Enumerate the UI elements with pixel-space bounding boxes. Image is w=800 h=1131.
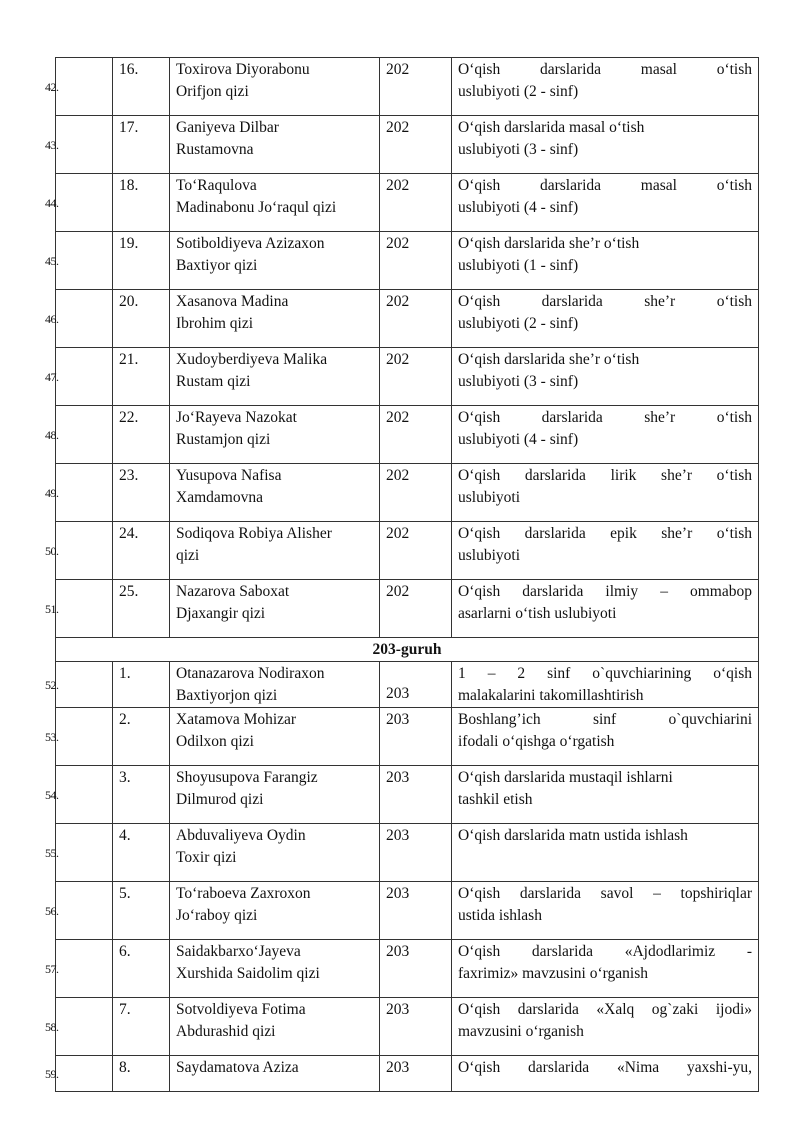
group-code: 203 [380,708,452,766]
thesis-topic: O‘qish darslarida matn ustida ishlash [452,824,759,882]
row-number: 48. [56,406,113,464]
group-index: 21. [113,348,170,406]
student-name: Xatamova Mohizar Odilxon qizi [170,708,380,766]
student-name: Saidakbarxo‘Jayeva Xurshida Saidolim qizi [170,940,380,998]
thesis-topic: O‘qish darslarida mustaqil ishlarni tashkil etish [452,766,759,824]
row-number: 51. [56,580,113,638]
row-number: 57. [56,940,113,998]
group-index: 19. [113,232,170,290]
row-number: 55. [56,824,113,882]
student-name: Sotvoldiyeva Fotima Abdurashid qizi [170,998,380,1056]
row-number: 43. [56,116,113,174]
student-name: Nazarova Saboxat Djaxangir qizi [170,580,380,638]
table-row [56,940,759,998]
student-name: To‘raboeva Zaxroxon Jo‘raboy qizi [170,882,380,940]
table-row [56,824,759,882]
group-code: 203 [380,766,452,824]
group-index: 6. [113,940,170,998]
group-code: 202 [380,348,452,406]
group-code: 202 [380,116,452,174]
thesis-topic: O‘qish darslarida masal o‘tish uslubiyoti (4 - sinf) [452,174,759,232]
row-number: 47. [56,348,113,406]
student-name: Sotiboldiyeva Azizaxon Baxtiyor qizi [170,232,380,290]
group-code: 202 [380,232,452,290]
table-row [56,998,759,1056]
table-row [56,662,759,708]
group-code: 203 [380,882,452,940]
student-name: To‘Raqulova Madinabonu Jo‘raqul qizi [170,174,380,232]
row-number: 42. [56,58,113,116]
group-index: 5. [113,882,170,940]
thesis-topic: O‘qish darslarida epik she’r o‘tish uslubiyoti [452,522,759,580]
group-index: 16. [113,58,170,116]
row-number: 49. [56,464,113,522]
group-code: 203 [380,662,452,708]
row-number: 45. [56,232,113,290]
group-index: 2. [113,708,170,766]
group-index: 23. [113,464,170,522]
table-row [56,348,759,406]
group-code: 203 [380,940,452,998]
thesis-topic: O‘qish darslarida lirik she’r o‘tish uslubiyoti [452,464,759,522]
table-row [56,290,759,348]
table-row [56,708,759,766]
table-row [56,464,759,522]
thesis-topic: O‘qish darslarida «Ajdodlarimiz - faxrimiz» mavzusini o‘rganish [452,940,759,998]
thesis-topic: O‘qish darslarida masal o‘tish uslubiyoti (3 - sinf) [452,116,759,174]
thesis-topic: O‘qish darslarida «Nima yaxshi-yu, [452,1056,759,1092]
thesis-topic: O‘qish darslarida she’r o‘tish uslubiyoti (1 - sinf) [452,232,759,290]
thesis-topic: O‘qish darslarida savol – topshiriqlar ustida ishlash [452,882,759,940]
thesis-topic: 1 – 2 sinf o`quvchiarining o‘qish malakalarini takomillashtirish [452,662,759,708]
table-row [56,766,759,824]
thesis-topic: O‘qish darslarida masal o‘tish uslubiyoti (2 - sinf) [452,58,759,116]
group-code: 202 [380,464,452,522]
student-name: Shoyusupova Farangiz Dilmurod qizi [170,766,380,824]
thesis-topic: O‘qish darslarida she’r o‘tish uslubiyoti (4 - sinf) [452,406,759,464]
table-row [56,58,759,116]
table-row [56,522,759,580]
row-number: 44. [56,174,113,232]
thesis-topic: O‘qish darslarida she’r o‘tish uslubiyoti (2 - sinf) [452,290,759,348]
student-name: Toxirova Diyorabonu Orifjon qizi [170,58,380,116]
group-code: 202 [380,174,452,232]
group-code: 203 [380,1056,452,1092]
group-header: 203-guruh [56,638,759,662]
table-row [56,232,759,290]
group-index: 18. [113,174,170,232]
group-code: 203 [380,824,452,882]
student-name: Yusupova Nafisa Xamdamovna [170,464,380,522]
table-row [56,406,759,464]
group-index: 20. [113,290,170,348]
group-code: 202 [380,406,452,464]
group-header-row [56,638,759,662]
student-name: Saydamatova Aziza [170,1056,380,1092]
group-index: 17. [113,116,170,174]
thesis-topic: O‘qish darslarida «Xalq og`zaki ijodi» mavzusini o‘rganish [452,998,759,1056]
table-row [56,882,759,940]
group-code: 203 [380,998,452,1056]
table-row [56,1056,759,1092]
group-code: 202 [380,522,452,580]
row-number: 59. [56,1056,113,1092]
table-row [56,580,759,638]
group-index: 3. [113,766,170,824]
row-number: 52. [56,662,113,708]
table-row [56,174,759,232]
group-index: 7. [113,998,170,1056]
group-code: 202 [380,580,452,638]
row-number: 54. [56,766,113,824]
table-row [56,116,759,174]
student-name: Ganiyeva Dilbar Rustamovna [170,116,380,174]
student-name: Xudoyberdiyeva Malika Rustam qizi [170,348,380,406]
thesis-topic: Boshlang’ich sinf o`quvchiarini ifodali o‘qishga o‘rgatish [452,708,759,766]
student-name: Abduvaliyeva Oydin Toxir qizi [170,824,380,882]
student-topics-table [45,57,759,1092]
group-index: 8. [113,1056,170,1092]
row-number: 58. [56,998,113,1056]
row-number: 50. [56,522,113,580]
student-name: Sodiqova Robiya Alisher qizi [170,522,380,580]
student-name: Xasanova Madina Ibrohim qizi [170,290,380,348]
group-index: 22. [113,406,170,464]
group-index: 1. [113,662,170,708]
row-number: 53. [56,708,113,766]
group-code: 202 [380,290,452,348]
thesis-topic: O‘qish darslarida she’r o‘tish uslubiyoti (3 - sinf) [452,348,759,406]
student-name: Jo‘Rayeva Nazokat Rustamjon qizi [170,406,380,464]
group-index: 4. [113,824,170,882]
row-number: 56. [56,882,113,940]
group-index: 24. [113,522,170,580]
thesis-topic: O‘qish darslarida ilmiy – ommabop asarlarni o‘tish uslubiyoti [452,580,759,638]
student-name: Otanazarova Nodiraxon Baxtiyorjon qizi [170,662,380,708]
group-code: 202 [380,58,452,116]
group-index: 25. [113,580,170,638]
row-number: 46. [56,290,113,348]
